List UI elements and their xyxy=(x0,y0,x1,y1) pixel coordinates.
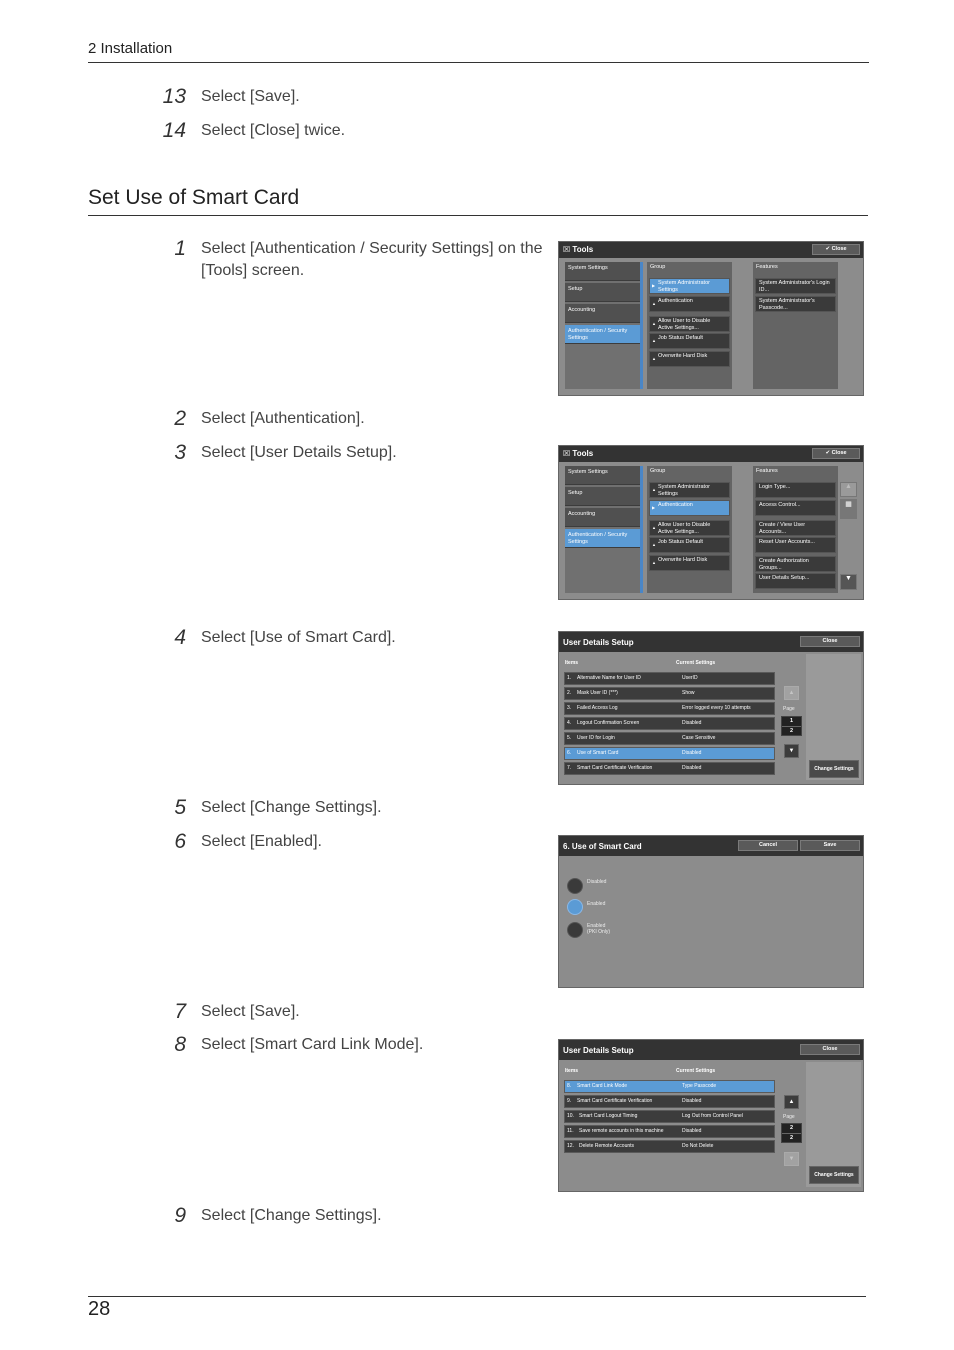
feature-admin-login-id[interactable]: System Administrator's Login ID... xyxy=(755,278,836,294)
items-header: Items xyxy=(565,1068,579,1074)
title-bar xyxy=(559,1040,863,1060)
scroll-up-button[interactable]: ▲ xyxy=(840,482,857,497)
group-job-status-default[interactable]: ▲ Job Status Default xyxy=(649,537,730,553)
close-button[interactable]: ✔ Close xyxy=(812,448,860,459)
table-row[interactable]: 1. Alternative Name for User ID UserID xyxy=(564,672,775,685)
step-text: Select [Save]. xyxy=(201,1003,300,1020)
user-details-screenshot-1 xyxy=(558,631,864,785)
page-up-button[interactable]: ▲ xyxy=(784,1095,799,1109)
step-text: Select [Authentication]. xyxy=(201,410,365,427)
group-authentication[interactable]: ▲ Authentication xyxy=(649,296,730,312)
table-row[interactable]: 7. Smart Card Certificate Verification Disabled xyxy=(564,762,775,775)
change-settings-button[interactable]: Change Settings xyxy=(809,760,859,778)
change-settings-button[interactable]: Change Settings xyxy=(809,1166,859,1184)
page-footer xyxy=(88,1296,866,1321)
page-label: Page xyxy=(783,1114,795,1120)
step-number: 8 xyxy=(174,1033,186,1056)
page-indicator: 2 2 xyxy=(781,1123,802,1143)
radio-label-disabled: Disabled xyxy=(587,879,607,885)
category-accounting[interactable]: Accounting xyxy=(565,304,640,323)
group-overwrite-hard-disk[interactable]: ▲ Overwrite Hard Disk xyxy=(649,555,730,571)
radio-enabled-pki-only[interactable] xyxy=(567,922,583,938)
save-button[interactable]: Save xyxy=(800,840,860,851)
table-row[interactable]: 10. Smart Card Logout Timing Log Out from Control Panel xyxy=(564,1110,775,1123)
step-number: 3 xyxy=(174,441,186,464)
category-setup[interactable]: Setup xyxy=(565,487,640,506)
category-accounting[interactable]: Accounting xyxy=(565,508,640,527)
title-bar xyxy=(559,446,863,462)
chapter-title: 2 Installation xyxy=(88,40,173,57)
feature-create-auth-groups[interactable]: Create Authorization Groups... xyxy=(755,556,836,572)
running-header xyxy=(88,40,869,63)
step-text: Select [Authentication / Security Settings] on the [Tools] screen. xyxy=(201,240,543,279)
step-number: 1 xyxy=(174,237,186,260)
use-of-smart-card-screenshot xyxy=(558,835,864,988)
radio-label-enabled: Enabled xyxy=(587,901,606,907)
feature-access-control[interactable]: Access Control... xyxy=(755,500,836,516)
tools-title: ☒ Tools xyxy=(563,449,594,458)
step-number: 7 xyxy=(174,1000,186,1023)
category-system-settings[interactable]: System Settings xyxy=(565,466,640,485)
feature-user-details-setup[interactable]: User Details Setup... xyxy=(755,573,836,589)
section-heading xyxy=(88,186,868,216)
feature-login-type[interactable]: Login Type... xyxy=(755,482,836,498)
table-row[interactable]: 9. Smart Card Certificate Verification Disabled xyxy=(564,1095,775,1108)
close-button[interactable]: Close xyxy=(800,1044,860,1055)
group-job-status-default[interactable]: ▲ Job Status Default xyxy=(649,333,730,349)
page-down-button[interactable]: ▼ xyxy=(784,1152,799,1166)
radio-disabled[interactable] xyxy=(567,878,583,894)
page-number: 28 xyxy=(88,1298,111,1320)
group-header: Group xyxy=(650,264,666,270)
features-header: Features xyxy=(756,468,778,474)
step-number: 14 xyxy=(162,119,186,142)
group-system-admin-settings[interactable]: ▶ System Administrator Settings xyxy=(649,278,730,294)
table-row[interactable]: 4. Logout Confirmation Screen Disabled xyxy=(564,717,775,730)
table-row-use-of-smart-card[interactable]: 6. Use of Smart Card Disabled xyxy=(564,747,775,760)
radio-enabled[interactable] xyxy=(567,899,583,915)
close-button[interactable]: Close xyxy=(800,636,860,647)
scrollbar-thumb[interactable]: ▦ xyxy=(840,499,857,519)
current-settings-header: Current Settings xyxy=(676,1068,716,1074)
page-indicator: 1 2 xyxy=(781,716,802,736)
uds-title: User Details Setup xyxy=(563,638,634,647)
radio-label-enabled-pki: Enabled (PKI Only) xyxy=(587,923,611,935)
tools-screenshot-2 xyxy=(558,445,864,600)
page-up-button[interactable]: ▲ xyxy=(784,686,799,700)
step-text: Select [Close] twice. xyxy=(201,122,346,139)
step-number: 4 xyxy=(174,626,186,649)
category-list xyxy=(565,262,640,389)
close-button[interactable]: ✔ Close xyxy=(812,244,860,255)
column-divider xyxy=(640,466,643,593)
step-text: Select [User Details Setup]. xyxy=(201,444,397,461)
title-bar xyxy=(559,632,863,652)
current-settings-header: Current Settings xyxy=(676,660,716,666)
items-header: Items xyxy=(565,660,579,666)
group-authentication[interactable]: ▶ Authentication xyxy=(649,500,730,516)
step-text: Select [Change Settings]. xyxy=(201,1207,382,1224)
table-row-smart-card-link-mode[interactable]: 8. Smart Card Link Mode Type Passcode xyxy=(564,1080,775,1093)
features-header: Features xyxy=(756,264,778,270)
group-overwrite-hard-disk[interactable]: ▲ Overwrite Hard Disk xyxy=(649,351,730,367)
page-label: Page xyxy=(783,706,795,712)
step-text: Select [Use of Smart Card]. xyxy=(201,629,396,646)
user-details-screenshot-2 xyxy=(558,1039,864,1192)
scroll-down-button[interactable]: ▼ xyxy=(840,574,857,590)
group-system-admin-settings[interactable]: ▲ System Administrator Settings xyxy=(649,482,730,498)
category-system-settings[interactable]: System Settings xyxy=(565,262,640,281)
features-column xyxy=(753,466,838,593)
title-bar xyxy=(559,242,863,258)
step-number: 6 xyxy=(174,830,186,853)
step-text: Select [Enabled]. xyxy=(201,833,322,850)
feature-reset-accounts[interactable]: Reset User Accounts... xyxy=(755,537,836,553)
table-row[interactable]: 3. Failed Access Log Error logged every 10 attempts xyxy=(564,702,775,715)
feature-create-view-accounts[interactable]: Create / View User Accounts... xyxy=(755,520,836,536)
table-row[interactable]: 12. Delete Remote Accounts Do Not Delete xyxy=(564,1140,775,1153)
step-number: 9 xyxy=(174,1204,186,1227)
section-title: Set Use of Smart Card xyxy=(88,186,300,209)
cancel-button[interactable]: Cancel xyxy=(738,840,798,851)
title-bar xyxy=(559,836,863,856)
smart-card-title: 6. Use of Smart Card xyxy=(563,842,642,851)
step-number: 2 xyxy=(174,407,186,430)
step-text: Select [Change Settings]. xyxy=(201,799,382,816)
column-divider xyxy=(640,262,643,389)
group-allow-user-disable[interactable]: ▲ Allow User to Disable Active Settings... xyxy=(649,520,730,536)
step-number: 13 xyxy=(162,85,186,108)
category-setup[interactable]: Setup xyxy=(565,283,640,302)
step-number: 5 xyxy=(174,796,186,819)
group-allow-user-disable[interactable]: ▲ Allow User to Disable Active Settings... xyxy=(649,316,730,332)
category-list xyxy=(565,466,640,593)
group-column xyxy=(647,466,732,593)
category-authentication-security[interactable]: Authentication / Security Settings xyxy=(565,529,640,548)
page-down-button[interactable]: ▼ xyxy=(784,744,799,758)
table-row[interactable]: 2. Mask User ID (***) Show xyxy=(564,687,775,700)
tools-screenshot-1 xyxy=(558,241,864,396)
tools-title: ☒ Tools xyxy=(563,245,594,254)
uds-title: User Details Setup xyxy=(563,1046,634,1055)
group-header: Group xyxy=(650,468,666,474)
step-text: Select [Smart Card Link Mode]. xyxy=(201,1036,424,1053)
step-text: Select [Save]. xyxy=(201,88,300,105)
table-row[interactable]: 5. User ID for Login Case Sensitive xyxy=(564,732,775,745)
category-authentication-security[interactable]: Authentication / Security Settings xyxy=(565,325,640,344)
group-column xyxy=(647,262,732,389)
feature-admin-passcode[interactable]: System Administrator's Passcode... xyxy=(755,296,836,312)
features-column xyxy=(753,262,838,389)
table-row[interactable]: 11. Save remote accounts in this machine Disabled xyxy=(564,1125,775,1138)
